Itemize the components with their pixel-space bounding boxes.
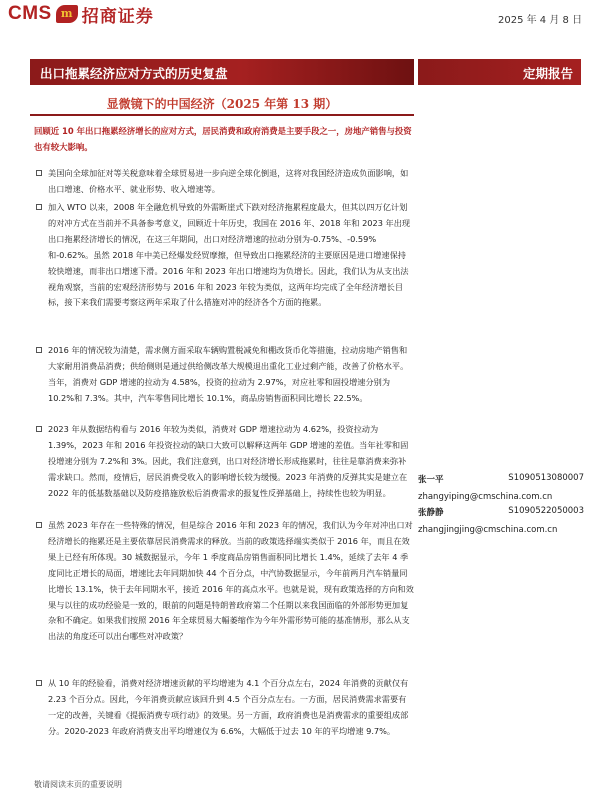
paragraph-text: 从 10 年的经验看，消费对经济增速贡献的平均增速为 4.1 个百分点左右，2024 年消费的贡献仅有 2.23 个百分点。因此，今年消费贡献应该回升到 4.5 个百分点左右。一方面，居民消费需求需要有一定的改善，关键看《提振消费专项行动》的效果。另一方面，政府消费也是消费需求的重要组成部分。2020-2023 年政府消费支出平均增速仅为 6.6%，大幅低于过去 10 年的平均增速 9.7%。 — [48, 678, 409, 736]
bullet-square-icon — [36, 680, 42, 686]
paragraph-text: 虽然 2023 年存在一些特殊的情况，但是综合 2016 年和 2023 年的情况，我们认为今年对冲出口对经济增长的拖累还是主要依靠居民消费需求的释放。当前的政策选择端实类似于 2016 年，而且在效果上已经有所体现。30 城数据显示，今年 1 季度商品房销售面积同比增长 1.4%，延续了去年 4 季度同比正增长的局面，增速比去年同期加快 44 个百分点，中汽协数据显示，今年前两月汽车销量同比增长 13.1%，快于去年同期水平，接近 2016 年的高点水平。也就是说，现有政策选择的方向和效果与以往的成功经验是一致的，眼前的问题是特朗普政府第二个任期以来我国面临的外部形势更加复杂和不确定。如果我们按照 2016 年全球贸易大幅萎缩作为今年外需形势可能的基准情形，那么从支出法的角度还可以出台哪些对冲政策？ — [48, 520, 414, 642]
bullet-square-icon — [36, 426, 42, 432]
bullet-square-icon — [36, 347, 42, 353]
body-paragraph-2 — [34, 200, 414, 311]
logo-badge-icon: m — [56, 5, 78, 23]
body-paragraph-3 — [34, 343, 414, 407]
body-paragraph-6 — [34, 676, 414, 740]
paragraph-text: 加入 WTO 以来，2008 年全融危机导致的外需断崖式下跌对经济拖累程度最大，但其以四万亿计划的对冲方式在当前并不具备参考意义，回顾近十年历史，我国在 2016 年、2018 年和 2023 年出现出口拖累经济增长的情况，在这三年期间，出口对经济增速的拉动分别为-0.75%、-0.59%和-0.62%。虽然 2018 年中美已经爆发经贸摩擦，但导致出口拖累经济的主要原因是进口增速保持较快增速，而非出口增速下滑。2016 年和 2023 年出口增速均为负增长。因此，我们认为从支出法视角观察，当前的宏观经济形势与 2016 年和 2023 年较为类似，这两年均完成了全年经济增长目标，接下来我们需要考察这两年采取了什么措施对冲的经济各个方面的拖累。 — [48, 202, 411, 308]
paragraph-text: 美国向全球加征对等关税意味着全球贸易进一步向逆全球化倒退，这将对我国经济造成负面影响，如出口增速、价格水平、就业形势、收入增速等。 — [48, 168, 409, 194]
paragraph-text: 2023 年从数据结构看与 2016 年较为类似，消费对 GDP 增速拉动为 4.62%，投资拉动为 1.39%，2023 年和 2016 年投资拉动的缺口大致可以解释这两年 GDP 增速的差值。当年社零和固投增速分别为 7.2%和 3%。因此，我们注意到，出口对经济增长形成拖累时，往往是靠消费来弥补需求缺口。然而，疫情后，居民消费受收入的影响增长较为缓慢。2023 年消费的反弹其实是建立在 2022 年的低基数基础以及防疫措施放松后消费需求的报复性反弹基础上，持续性也较为明显。 — [48, 424, 409, 498]
report-type-label: 定期报告 — [522, 66, 573, 81]
bullet-square-icon — [36, 204, 42, 210]
title-banner — [30, 59, 414, 85]
bullet-square-icon — [36, 522, 42, 528]
analyst-block-2 — [418, 506, 584, 535]
analyst-email[interactable]: zhangyiping@cmschina.com.cn — [418, 492, 553, 502]
abstract-text: 回顾近 10 年出口拖累经济增长的应对方式，居民消费和政府消费是主要手段之一，房地产销售与投资也有较大影响。 — [34, 126, 412, 152]
body-paragraph-1 — [34, 166, 414, 198]
report-type-banner — [418, 59, 581, 85]
analyst-license-id: S1090513080007 — [508, 473, 584, 483]
company-logo — [8, 1, 154, 27]
footer-disclaimer: 敬请阅读末页的重要说明 — [34, 780, 122, 789]
body-paragraph-5 — [34, 518, 414, 645]
report-date: 2025 年 4 月 8 日 — [498, 15, 583, 26]
analyst-name: 张静静 — [418, 508, 444, 518]
analyst-name: 张一平 — [418, 475, 444, 485]
title-divider — [30, 114, 414, 116]
analyst-email[interactable]: zhangjingjing@cmschina.com.cn — [418, 525, 558, 535]
body-paragraph-4 — [34, 422, 414, 502]
paragraph-text: 2016 年的情况较为清楚，需求侧方面采取车辆购置税减免和棚改货币化等措施，拉动房地产销售和大家耐用消费品消费；供给侧则是通过供给侧改革大规模退出重化工业过剩产能，改善了价格水平。当年，消费对 GDP 增速的拉动为 4.58%，投资的拉动为 2.97%，对应社零和固投增速分别为 10.2%和 7.3%。其中，汽车零售同比增长 10.1%，商品房销售面积同比增长 22.5%。 — [48, 345, 409, 403]
analyst-block-1 — [418, 473, 584, 502]
report-title: 出口拖累经济应对方式的历史复盘 — [40, 66, 228, 81]
logo-company-name: 招商证券 — [81, 6, 154, 27]
analyst-license-id: S1090522050003 — [508, 506, 584, 516]
bullet-square-icon — [36, 170, 42, 176]
report-subtitle: 显微镜下的中国经济（2025 年第 13 期） — [106, 97, 338, 111]
logo-cms-text: CMS — [8, 3, 52, 24]
